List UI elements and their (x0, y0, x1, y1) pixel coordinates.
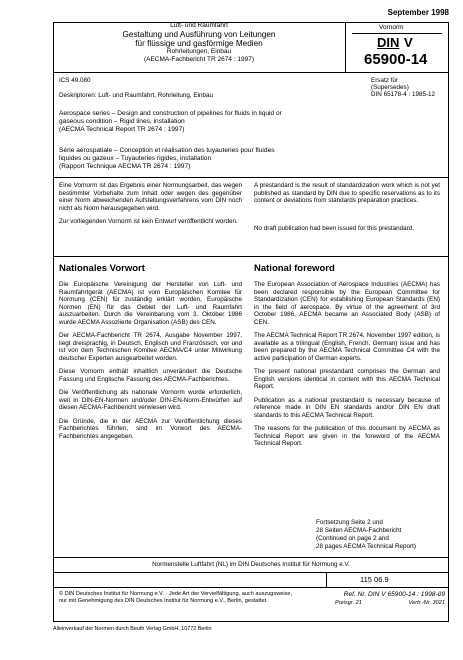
ersatz-line-3: DIN 65178-4 : 1985-12 (371, 91, 436, 98)
deskriptoren: Deskriptoren: Luft- und Raumfahrt, Rohrleitung, Einbau (59, 92, 214, 99)
ref-number: Ref. Nr. DIN V 65900-14 : 1998-09 (343, 591, 445, 598)
v-label: V (404, 35, 413, 50)
intro-en-p1: A prestandard is the result of standardization work which is not yet published as standard by DIN due to specific reservations as to its content or deviations from standards preparation practices. (254, 182, 440, 204)
header-line-1: Luft- und Raumfahrt (170, 22, 228, 29)
continuation-1: Fortsetzung Seite 2 und (316, 519, 383, 526)
title-en-2: gaseous condition – Rigid lines, installation (59, 118, 185, 125)
publication-date: September 1998 (387, 8, 449, 17)
header-center (53, 22, 345, 64)
heading-de: Nationales Vorwort (59, 263, 145, 274)
foreword-en-p4: Publication as a national prestandard is necessary because of reference made in DIN EN standards and/or DIN EN draft standards to this AECMA Technical Report. (254, 396, 440, 419)
ics-code: ICS 49.080 (59, 77, 91, 84)
foreword-de-p1: Die Europäische Vereinigung der Hersteller von Luft- und Raumfahrtgerät (AECMA) ist vom Europäischen Komitee für Normung (CEN) für zuständig erklärt worden, Europäische Normen (EN) für das Gebiet der Luft- und Raumfahrt auszuarbeiten. Durch die Vereinbarung vom 3. Oktober 1986 wurde AECMA Assoziierte Organisation (ASB) des CEN. (59, 281, 242, 326)
foreword-de-p2: Der AECMA-Fachbericht TR 2674, Ausgabe November 1997, liegt dreisprachig, in Deutsch, Englisch und Französisch, vor und ist von dem Technischen Komitee AECMA/C4 unter Mitwirkung deutscher Experten ausgearbeitet worden. (59, 332, 242, 362)
copyright-2: nur mit Genehmigung des DIN Deutsches Institut für Normung e.V., Berlin, gestattet. (59, 598, 268, 604)
foreword-de-p4: Die Veröffentlichung als nationale Vornorm wurde erforderlich, weil in DIN-EN-Normen und/oder DIN-EN-Norm-Entwürfen auf diesen AECMA-Fachbericht verwiesen wird. (59, 389, 242, 411)
standard-number: 65900-14 (364, 51, 428, 68)
foreword-en (254, 281, 440, 454)
intro-de-p2: Zur vorliegenden Vornorm ist kein Entwurf veröffentlicht worden. (59, 218, 238, 225)
ersatz-line-2: (Supersedes) (371, 84, 409, 91)
committee-line: Normenstelle Luftfahrt (NL) im DIN Deutsches Institut für Normung e.V. (152, 561, 350, 568)
foreword-en-p3: The present national prestandard comprises the German and English versions identical in content with this AECMA Technical Report. (254, 368, 440, 390)
title-fr-2: liquides ou gazeux – Tuyauteries rigides, installation (59, 155, 212, 162)
continuation-2: 28 Seiten AECMA-Fachbericht (316, 527, 402, 534)
intro-de (59, 182, 242, 232)
intro-en (254, 182, 440, 238)
header-line-2: Gestaltung und Ausführung von Leitungen (122, 30, 276, 39)
continuation-3: (Continued on page 2 and (316, 535, 389, 542)
document-code: 115 06.9 (360, 575, 389, 584)
continuation-4: 28 pages AECMA Technical Report) (316, 543, 416, 550)
vornorm-underline (352, 33, 442, 34)
foreword-de-p3: Diese Vornorm enthält inhaltlich unverändert die Deutsche Fassung und Englische Fassung des AECMA-Fachberichtes. (59, 368, 242, 383)
heading-en: National foreword (254, 263, 335, 274)
intro-en-p2: No draft publication had been issued for this prestandard. (254, 224, 414, 232)
intro-de-p1: Eine Vornorm ist das Ergebnis einer Normungsarbeit, das wegen bestimmter Vorbehalte zum Inhalt oder wegen des gegenüber einer Norm abweichenden Aufstellungsverfahrens vom DIN noch nicht als Norm herausgegeben wird. (59, 182, 242, 212)
vornorm-label: Vornorm (379, 24, 404, 31)
din-label: DIN (377, 35, 400, 50)
vertr-number: Vertr.-Nr. 3021 (408, 600, 445, 606)
title-fr-1: Série aérospatiale – Conception et réalisation des tuyauteries pour fluides (59, 147, 275, 154)
price-group: Preisgr. 21 (335, 600, 362, 606)
title-en-3: (AECMA Technical Report TR 2674 : 1997) (59, 126, 185, 133)
foreword-en-p5: The reasons for the publication of this document by AECMA as Technical Report are given in the foreword of the AECMA Technical Report. (254, 425, 440, 447)
ersatz-line-1: Ersatz für (371, 77, 398, 84)
foreword-de (59, 281, 242, 446)
foreword-en-p2: The AECMA Technical Report TR 2674, November 1997 edition, is available as a trilingual (English, French, German) issue and has been prepared by the AECMA Technical Committee C4 with the active participation of German experts. (254, 332, 440, 362)
title-en-1: Aerospace series – Design and construction of pipelines for fluids in liquid or (59, 110, 282, 117)
sales-note: Alleinverkauf der Normen durch Beuth Verlag GmbH, 10772 Berlin (53, 626, 212, 632)
header-line-5: (AECMA-Fachbericht TR 2674 : 1997) (143, 56, 255, 63)
header-line-3: für flüssige und gasförmige Medien (135, 39, 263, 48)
foreword-de-p5: Die Gründe, die in der AECMA zur Veröffentlichung dieses Fachberichtes führten, sind im Vorwort des AECMA-Fachberichtes angegeben. (59, 417, 242, 440)
title-fr-3: (Rapport Technique AECMA TR 2674 : 1997) (59, 163, 191, 170)
header-line-4: Rohrleitungen, Einbau (166, 48, 232, 55)
copyright-1: © DIN Deutsches Institut für Normung e.V. · Jede Art der Vervielfältigung, auch auszugsweise, (59, 591, 293, 597)
foreword-en-p1: The European Association of Aerospace Industries (AECMA) has been declared responsible by the European Committee for Standardization (CEN) for establishing European Standards (EN) in the field of aerospace. By virtue of the agreement of 3rd October 1986, AECMA became an Associated Body (ASB) of CEN. (254, 281, 440, 326)
